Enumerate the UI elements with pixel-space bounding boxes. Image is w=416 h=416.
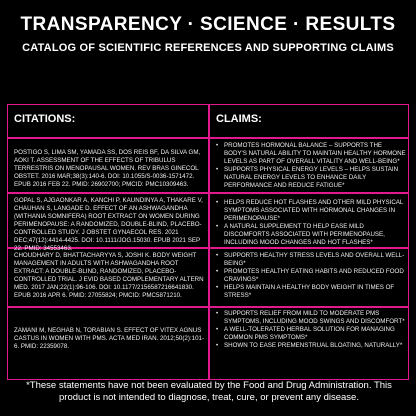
claim-item: • SUPPORTS PHYSICAL ENERGY LEVELS – HELPS SUSTAIN NATURAL ENERGY LEVELS TO ENHANCE DAILY PERFORMANCE AND REDUCE FATIGUE* (216, 166, 406, 190)
citation-3: CHOUDHARY D, BHATTACHARYYA S, JOSHI K. BODY WEIGHT MANAGEMENT IN ADULTS WITH ASHWAGANDHA ROOT EXTRACT: A DOUBLE-BLIND, RANDOMIZED, PLACEBO-CONTROLLED TRIAL. J EVID BASED COMPLEMENTARY ALTERN MED. 2017 JAN;22(1):96-106. DOI: 10.1177/2156587216641830. EPUB 2016 APR 6. PMID: 27055824; PMCID: PMC5871210. (14, 252, 204, 299)
claim-item: • SUPPORTS RELIEF FROM MILD TO MODERATE PMS SYMPTOMS, INCLUDING MOOD SWINGS AND DISCOMFORT* (216, 310, 406, 326)
claims-list-1 (216, 142, 406, 192)
citations-header: CITATIONS: (14, 113, 76, 125)
page-subtitle: CATALOG OF SCIENTIFIC REFERENCES AND SUPPORTING CLAIMS (22, 42, 394, 54)
fda-disclaimer: *These statements have not been evaluated by the Food and Drug Administration. This product is not intended to diagnose, treat, cure, or prevent any disease. (26, 380, 392, 403)
citation-1: POSTIGO S, LIMA SM, YAMADA SS, DOS REIS BF, DA SILVA GM, AOKI T. ASSESSMENT OF THE EFFECTS OF TRIBULUS TERRESTRIS ON MENOPAUSAL WOMEN. REV BRAS GINECOL OBSTET. 2016 MAR;38(3):140-6. DOI: 10.1055/S-0036-1571472. EPUB 2016 FEB 22. PMID: 26902700; PMCID: PMC10309463. (14, 149, 201, 188)
claims-list-3 (216, 252, 406, 306)
claim-item: • SHOWN TO EASE PREMENSTRUAL BLOATING, NATURALLY* (216, 342, 406, 350)
claims-list-2 (216, 199, 406, 247)
claim-item: • A NATURAL SUPPLEMENT TO HELP EASE MILD DISCOMFORTS ASSOCIATED WITH PERIMENOPAUSE, INCLUDING MOOD CHANGES AND HOT FLASHES* (216, 223, 406, 247)
claim-item: • PROMOTES HEALTHY EATING HABITS AND REDUCED FOOD CRAVINGS* (216, 268, 406, 284)
claims-header: CLAIMS: (216, 113, 262, 125)
claim-item: • SUPPORTS HEALTHY STRESS LEVELS AND OVERALL WELL-BEING* (216, 252, 406, 268)
references-table (7, 104, 409, 380)
row-divider (8, 137, 408, 139)
claims-list-4 (216, 310, 406, 378)
row-divider (8, 306, 408, 308)
claim-item: • A WELL-TOLERATED HERBAL SOLUTION FOR MANAGING COMMON PMS SYMPTOMS* (216, 326, 406, 342)
claim-item: • PROMOTES HORMONAL BALANCE – SUPPORTS THE BODY'S NATURAL ABILITY TO MAINTAIN HEALTHY HORMONE LEVELS AS PART OF OVERALL VITALITY AND WELL-BEING* (216, 142, 406, 166)
citation-2: GOPAL S, AJGAONKAR A, KANCHI P, KAUNDINYA A, THAKARE V, CHAUHAN S, LANGADE D. EFFECT OF AN ASHWAGANDHA (WITHANIA SOMNIFERA) ROOT EXTRACT ON WOMEN DURING PERIMENOPAUSE: A RANDOMIZED, DOUBLE-BLIND, PLACEBO-CONTROLLED STUDY. J OBSTET GYNAECOL RES. 2021 DEC;47(12):4414-4425. DOI: 10.1111/JOG.15030. EPUB 2021 SEP 22. PMID: 34553463. (14, 197, 203, 252)
claim-item: • HELPS MAINTAIN A HEALTHY BODY WEIGHT IN TIMES OF STRESS* (216, 284, 406, 300)
column-divider (208, 105, 210, 379)
claim-item: • HELPS REDUCE HOT FLASHES AND OTHER MILD PHYSICAL SYMPTOMS ASSOCIATED WITH HORMONAL CHANGES IN PERIMENOPAUSE* (216, 199, 406, 223)
citation-4: ZAMANI M, NEGHAB N, TORABIAN S. EFFECT OF VITEX AGNUS CASTUS IN WOMEN WITH PMS. ACTA MED IRAN. 2012;50(2):101-6. PMID: 22359078. (14, 327, 205, 350)
row-divider (8, 192, 408, 194)
page-title: TRANSPARENCY · SCIENCE · RESULTS (20, 14, 396, 35)
